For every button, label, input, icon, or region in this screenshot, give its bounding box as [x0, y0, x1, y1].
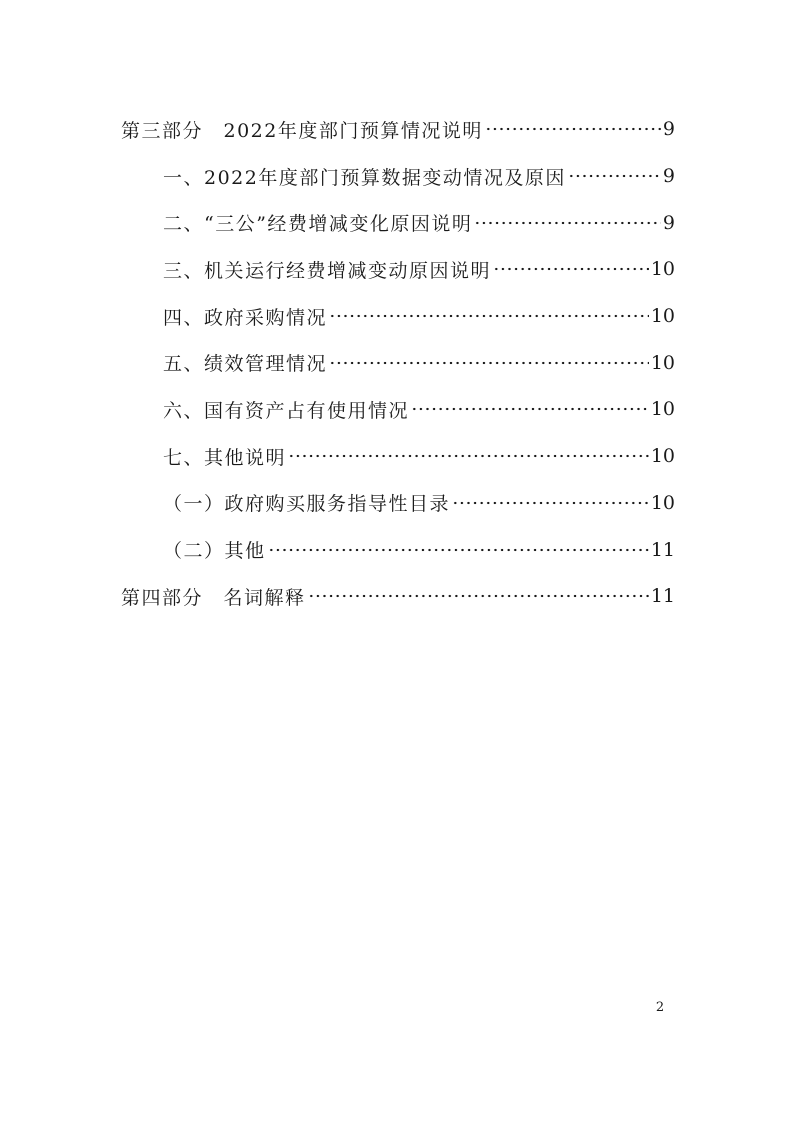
toc-dot-leader — [308, 594, 649, 598]
toc-entry-title: 三、机关运行经费增减变动原因说明 — [163, 259, 492, 282]
toc-entry-government-procurement[interactable] — [0, 293, 795, 340]
toc-entry-other[interactable] — [0, 526, 795, 573]
toc-entry-state-assets[interactable] — [0, 386, 795, 433]
toc-dot-leader — [474, 221, 660, 225]
page-number: 2 — [655, 1000, 665, 1015]
toc-entry-title: 六、国有资产占有使用情况 — [163, 399, 410, 422]
toc-entry-part-four[interactable] — [0, 573, 795, 620]
toc-entry-page: 10 — [650, 398, 675, 421]
toc-entry-service-catalog[interactable] — [0, 480, 795, 527]
toc-entry-page: 9 — [662, 165, 675, 188]
toc-dot-leader — [329, 361, 649, 365]
toc-entry-title: （二）其他 — [163, 540, 266, 563]
toc-entry-title: 七、其他说明 — [163, 446, 287, 469]
toc-entry-three-public-expenses[interactable] — [0, 199, 795, 246]
toc-entry-page: 9 — [662, 118, 675, 141]
toc-entry-page: 10 — [650, 351, 675, 374]
toc-entry-page: 10 — [650, 491, 675, 514]
toc-entry-page: 9 — [662, 211, 675, 234]
toc-entry-performance-management[interactable] — [0, 339, 795, 386]
toc-dot-leader — [288, 454, 649, 458]
toc-entry-title: 五、绩效管理情况 — [163, 353, 328, 376]
toc-entry-page: 10 — [650, 305, 675, 328]
toc-entry-title: 二、“三公”经费增减变化原因说明 — [163, 213, 473, 236]
toc-dot-leader — [329, 314, 649, 318]
toc-dot-leader — [411, 407, 649, 411]
toc-dot-leader — [268, 548, 649, 552]
toc-entry-page: 11 — [650, 538, 675, 561]
toc-dot-leader — [568, 174, 661, 178]
toc-dot-leader — [452, 501, 649, 505]
toc-dot-leader — [493, 267, 649, 271]
toc-entry-page: 10 — [650, 445, 675, 468]
toc-entry-operating-expenses[interactable] — [0, 246, 795, 293]
toc-entry-page: 10 — [650, 258, 675, 281]
toc-entry-part-three[interactable] — [0, 106, 795, 153]
toc-entry-title: 第四部分 名词解释 — [121, 586, 306, 609]
toc-entry-title: 第三部分 2022年度部门预算情况说明 — [121, 119, 483, 142]
toc-entry-other-notes[interactable] — [0, 433, 795, 480]
toc-entry-budget-changes[interactable] — [0, 153, 795, 200]
toc-dot-leader — [485, 127, 661, 131]
table-of-contents — [0, 106, 795, 620]
toc-entry-title: （一）政府购买服务指导性目录 — [163, 493, 451, 516]
toc-entry-title: 一、2022年度部门预算数据变动情况及原因 — [163, 166, 566, 189]
toc-entry-title: 四、政府采购情况 — [163, 306, 328, 329]
toc-entry-page: 11 — [650, 585, 675, 608]
